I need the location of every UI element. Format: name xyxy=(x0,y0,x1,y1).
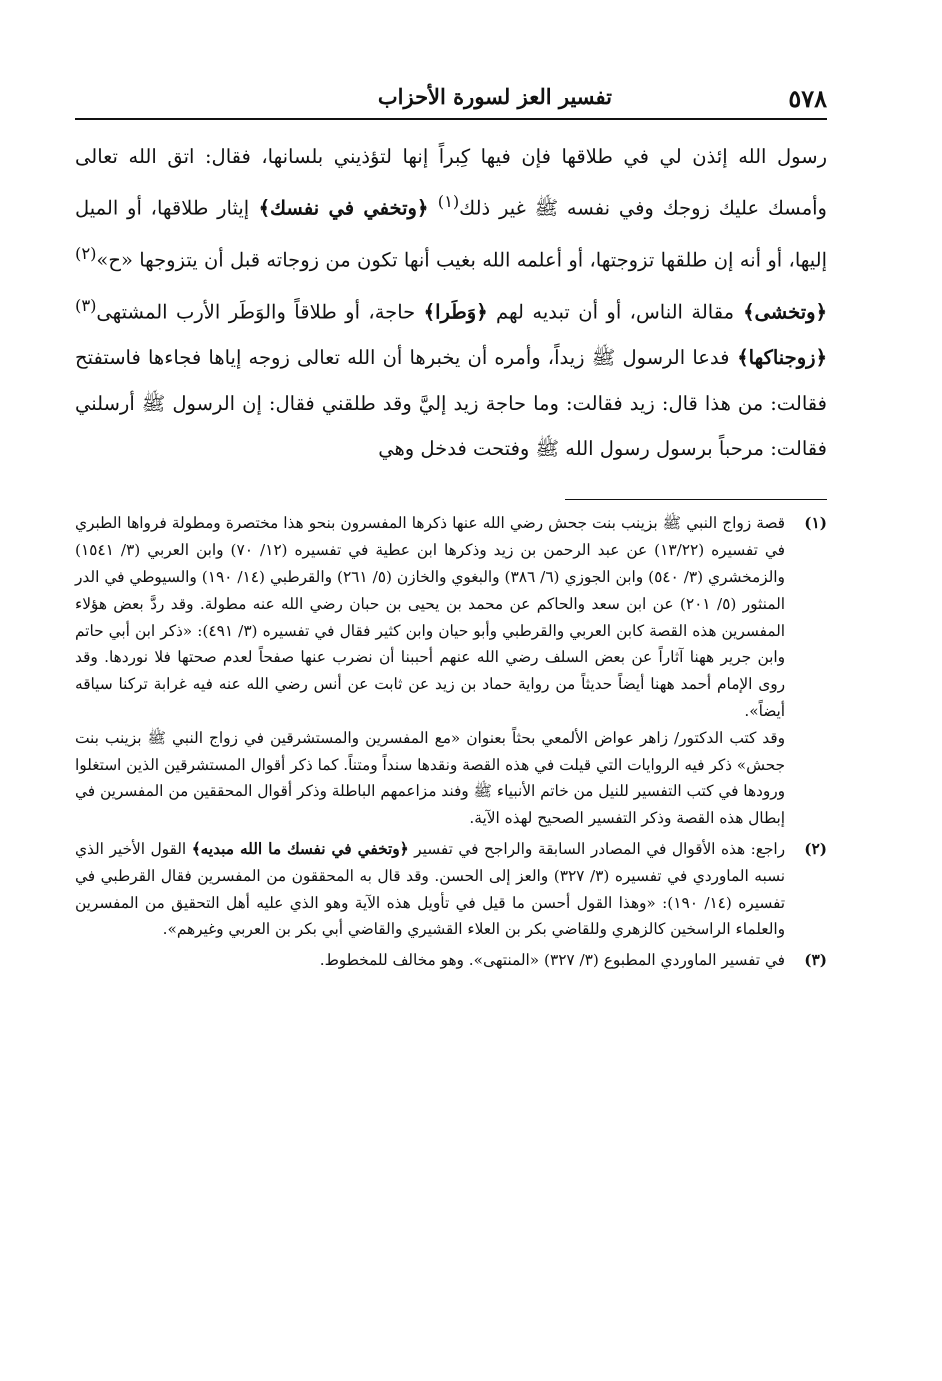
page-header xyxy=(75,78,827,120)
footnote-ref: (٣) xyxy=(75,296,97,316)
main-paragraph xyxy=(75,134,827,471)
quran-quote: ﴿زوجناكها﴾ xyxy=(729,346,827,370)
footnote-2 xyxy=(75,836,827,943)
footnote-body xyxy=(75,836,785,943)
book-page xyxy=(75,78,827,1328)
quran-quote: ﴿وَطَرا﴾ xyxy=(423,300,488,324)
text-segment: مقالة الناس، أو أن تبديه لهم xyxy=(487,300,735,324)
quran-quote: ﴿وتخفي في نفسك﴾ xyxy=(249,196,438,220)
main-text xyxy=(75,134,827,471)
text-segment: فدعا الرسول ﷺ زيداً، وأمره أن يخبرها أن الله تعالى زوجه إياها فجاءها فاستفتح فقالت: من هذا قال: زيد فقالت: وما حاجة زيد إليَّ وقد طلقني فقال: إن الرسول ﷺ أرسلني فقالت: مرحباً برسول رسول الله ﷺ وفتحت فدخل وهي xyxy=(75,346,827,460)
footnote-paragraph: قصة زواج النبي ﷺ بزينب بنت جحش رضي الله عنها ذكرها المفسرون بنحو هذا مختصرة ومطولة فرواها الطبري في تفسيره (١٣/٢٢) عن عبد الرحمن بن زيد وذكرها ابن عطية في تفسيره (١٢/ ٧٠) وابن العربي (٣/ ١٥٤١) والزمخشري (٣/ ٥٤٠) وابن الجوزي (٦/ ٣٨٦) والبغوي والخازن (٥/ ٢٦١) والقرطبي (١٤/ ١٩٠) والسيوطي في الدر المنثور (٥/ ٢٠١) عن ابن سعد والحاكم عن محمد بن يحيى بن حبان رضي الله عنه مطولة. وقد ردَّ بعض هؤلاء المفسرين هذه القصة كابن العربي والقرطبي وأبو حيان وابن كثير فقال في تفسيره (٣/ ٤٩١): «ذكر ابن أبي حاتم وابن جرير ههنا آثاراً عن بعض السلف رضي الله عنهم أحببنا أن نضرب عنها صفحاً لعدم صحتها فلا نوردها. وقد روى الإمام أحمد ههنا أيضاً حديثاً من رواية حماد بن زيد عن ثابت عن أنس رضي الله عنه فيه غرابة تركنا سياقه أيضاً». xyxy=(75,514,785,720)
quran-quote: ﴿وتخفي في نفسك ما الله مبديه﴾ xyxy=(191,839,409,858)
footnote-divider xyxy=(565,499,827,500)
footnote-number: (٢) xyxy=(804,839,827,858)
footnote-body xyxy=(75,510,785,832)
text-segment: إيثار طلاقها، أو الميل إليها، أو أنه إن طلقها تزوجتها، أو أعلمه الله بغيب أنها تكون من زوجاته قبل أن يتزوجها «ح» xyxy=(75,196,827,272)
footnote-3 xyxy=(75,947,827,974)
quran-quote: ﴿وتخشى﴾ xyxy=(734,300,827,324)
page-number: ٥٧٨ xyxy=(788,84,827,113)
footnote-paragraph: في تفسير الماوردي المطبوع (٣/ ٣٢٧) «المنتهى». وهو مخالف للمخطوط. xyxy=(319,951,785,970)
footnote-paragraph: وقد كتب الدكتور/ زاهر عواض الألمعي بحثاً بعنوان «مع المفسرين والمستشرقين في زواج النبي ﷺ بزينب بنت جحش» ذكر فيه الروايات التي قيلت في هذه القصة ونقدها سنداً ومتناً. كما ذكر أقوال المستشرقين الذين استغلوا ورودها في كتب التفسير للنيل من خاتم الأنبياء ﷺ وفند مزاعمهم الباطلة وذكر أقوال المحققين من المفسرين في إبطال هذه القصة وذكر التفسير الصحيح لهذه الآية. xyxy=(75,728,785,828)
text-segment: حاجة، أو طلاقاً والوَطَر الأرب المشتهى xyxy=(96,300,424,324)
footnote-ref: (٢) xyxy=(75,244,97,264)
footnotes xyxy=(75,510,827,974)
footnote-paragraph xyxy=(75,836,785,943)
footnote-text: القول الأخير الذي نسبه الماوردي في تفسيره (٣/ ٣٢٧) والعز إلى الحسن. وقد قال به المحققون من المفسرين فقال القرطبي في تفسيره (١٤/ ١٩٠): «وهذا القول أحسن ما قيل في تأويل هذه الآية وهو الذي عليه أهل التحقيق من المفسرين والعلماء الراسخين كالزهري وللقاضي بكر بن العلاء القشيري والقاضي أبي بكر بن العربي وغيرهم». xyxy=(75,839,785,939)
text-segment: رسول الله إئذن لي في طلاقها فإن فيها كِبراً إنها لتؤذيني بلسانها، فقال: اتق الله تعالى وأمسك عليك زوجك وفي نفسه ﷺ غير ذلك xyxy=(75,145,827,220)
footnote-1 xyxy=(75,510,827,832)
footnote-number: (٣) xyxy=(804,951,827,970)
footnote-ref: (١) xyxy=(437,192,460,212)
footnote-body xyxy=(75,947,785,974)
footnote-text: راجع: هذه الأقوال في المصادر السابقة والراجح في تفسير xyxy=(408,839,786,858)
running-title: تفسير العز لسورة الأحزاب xyxy=(377,84,612,109)
footnote-number: (١) xyxy=(804,514,827,533)
